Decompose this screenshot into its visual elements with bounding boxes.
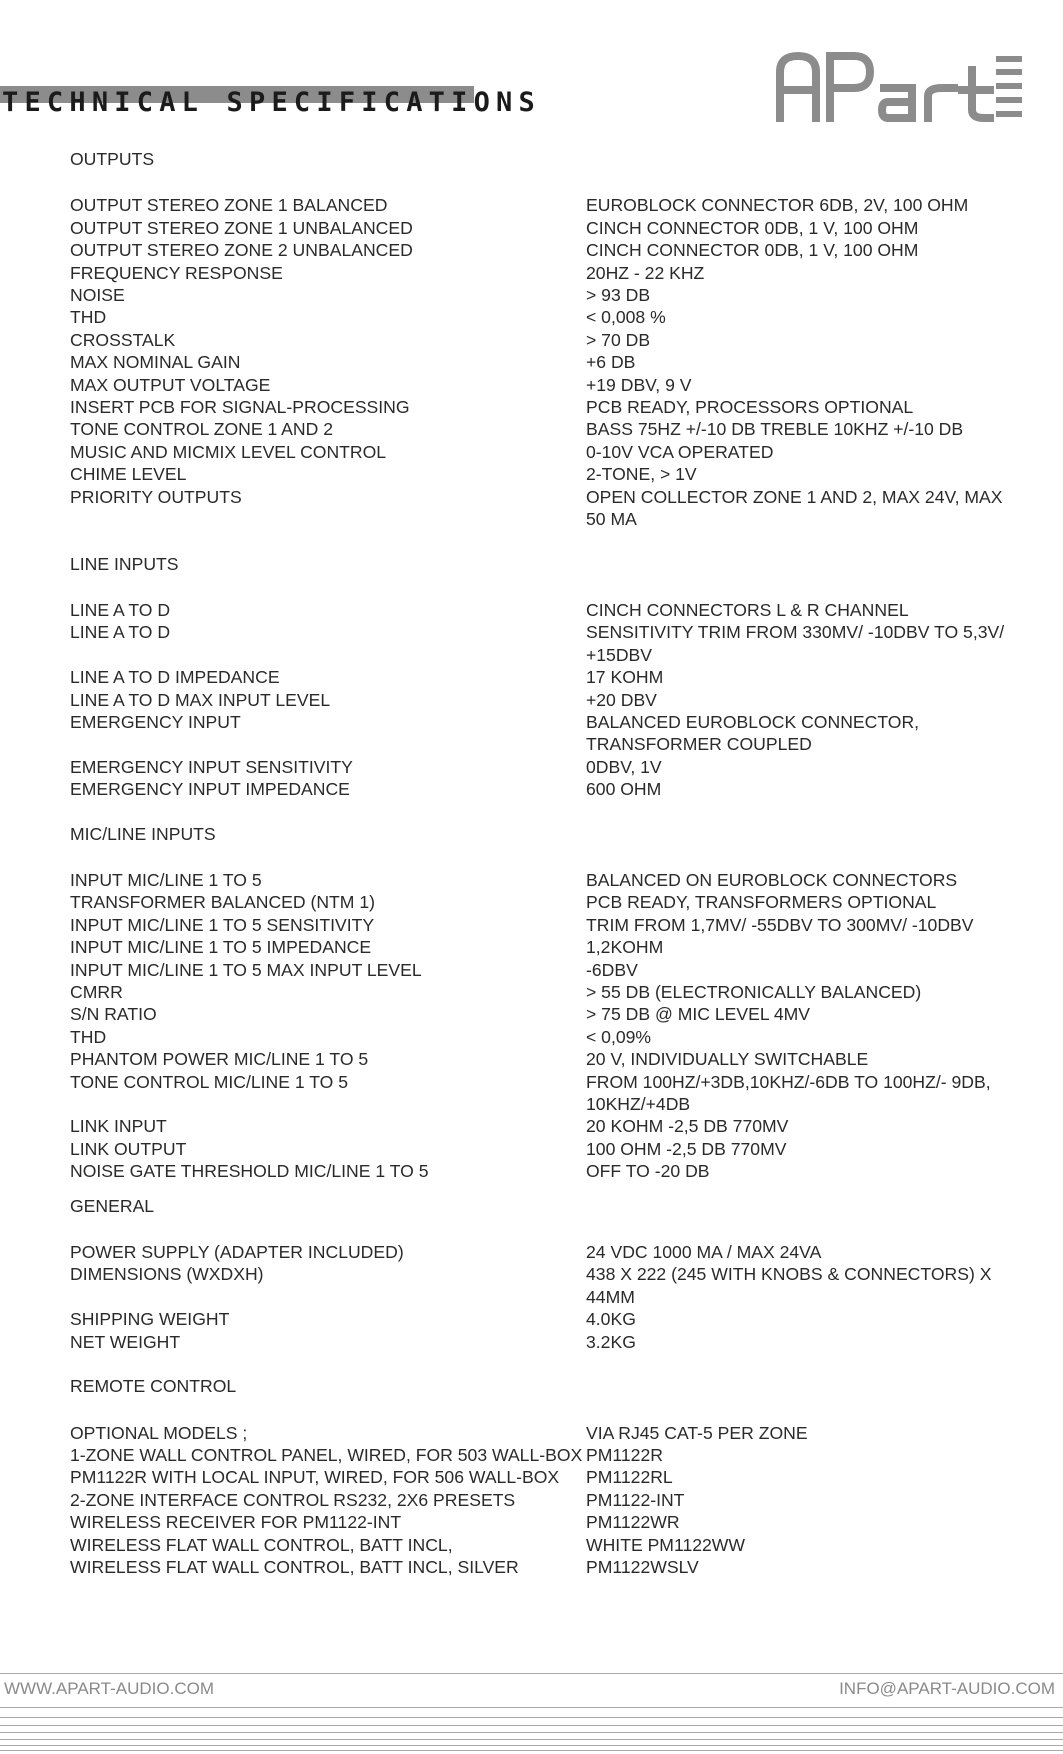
spec-row <box>68 959 1028 981</box>
spec-label: CROSSTALK <box>70 329 176 350</box>
spec-value: OFF TO -20 DB <box>586 1161 710 1182</box>
spec-label: CHIME LEVEL <box>70 464 187 485</box>
spec-row <box>68 869 1028 891</box>
spec-row <box>68 891 1028 913</box>
section-title: MIC/LINE INPUTS <box>70 823 216 844</box>
spec-label: WIRELESS RECEIVER FOR PM1122-INT <box>70 1512 402 1533</box>
spec-value: EUROBLOCK CONNECTOR 6DB, 2V, 100 OHM <box>586 195 969 216</box>
spec-table <box>68 869 1028 1183</box>
spec-label: TONE CONTROL MIC/LINE 1 TO 5 <box>70 1071 348 1092</box>
spec-row <box>68 1115 1028 1137</box>
spec-value: 100 OHM -2,5 DB 770MV <box>586 1138 787 1159</box>
spec-value: < 0,008 % <box>586 307 666 328</box>
section-line-inputs <box>68 553 1028 801</box>
section-title: LINE INPUTS <box>70 553 179 574</box>
spec-row <box>68 284 1028 306</box>
spec-row <box>68 1241 1028 1263</box>
spec-value: +6 DB <box>586 352 636 373</box>
spec-row <box>68 1048 1028 1070</box>
spec-value: PM1122WR <box>586 1512 680 1533</box>
spec-row <box>68 351 1028 373</box>
spec-row <box>68 914 1028 936</box>
spec-value: SENSITIVITY TRIM FROM 330MV/ -10DBV TO 5,3V/ +15DBV <box>586 622 1005 665</box>
spec-value: 24 VDC 1000 MA / MAX 24VA <box>586 1242 822 1263</box>
spec-value: PM1122R <box>586 1444 663 1465</box>
spec-value: 20 V, INDIVIDUALLY SWITCHABLE <box>586 1049 869 1070</box>
spec-value: OPEN COLLECTOR ZONE 1 AND 2, MAX 24V, MAX 50 MA <box>586 486 1003 530</box>
spec-row <box>68 441 1028 463</box>
spec-row <box>68 689 1028 711</box>
spec-label: OUTPUT STEREO ZONE 2 UNBALANCED <box>70 240 413 261</box>
spec-row <box>68 217 1028 239</box>
spec-label: DIMENSIONS (WXDXH) <box>70 1264 264 1285</box>
spec-label: SHIPPING WEIGHT <box>70 1309 230 1330</box>
page-footer <box>0 1669 1063 1754</box>
spec-value: CINCH CONNECTORS L & R CHANNEL <box>586 599 909 620</box>
spec-row <box>68 936 1028 958</box>
spec-label: INSERT PCB FOR SIGNAL-PROCESSING <box>70 397 410 418</box>
spec-label: EMERGENCY INPUT SENSITIVITY <box>70 756 353 777</box>
spec-label: 1-ZONE WALL CONTROL PANEL, WIRED, FOR 503 WALL-BOX <box>70 1444 583 1465</box>
spec-label: 2-ZONE INTERFACE CONTROL RS232, 2X6 PRESETS <box>70 1489 516 1510</box>
section-mic-line-inputs <box>68 823 1028 1183</box>
spec-label: INPUT MIC/LINE 1 TO 5 <box>70 869 262 890</box>
spec-label: MAX NOMINAL GAIN <box>70 352 241 373</box>
spec-value: WHITE PM1122WW <box>586 1534 746 1555</box>
spec-label: OPTIONAL MODELS ; <box>70 1422 248 1443</box>
spec-label: POWER SUPPLY (ADAPTER INCLUDED) <box>70 1242 404 1263</box>
spec-value: PM1122RL <box>586 1467 673 1488</box>
spec-label: NOISE GATE THRESHOLD MIC/LINE 1 TO 5 <box>70 1161 429 1182</box>
spec-value: 600 OHM <box>586 779 662 800</box>
spec-row <box>68 981 1028 1003</box>
spec-label: TRANSFORMER BALANCED (NTM 1) <box>70 892 375 913</box>
spec-value: TRIM FROM 1,7MV/ -55DBV TO 300MV/ -10DBV <box>586 914 974 935</box>
spec-row <box>68 756 1028 778</box>
spec-value: VIA RJ45 CAT-5 PER ZONE <box>586 1422 808 1443</box>
spec-row <box>68 418 1028 440</box>
spec-value: 3.2KG <box>586 1331 636 1352</box>
spec-label: INPUT MIC/LINE 1 TO 5 SENSITIVITY <box>70 914 375 935</box>
section-outputs <box>68 148 1028 531</box>
spec-value: > 93 DB <box>586 285 651 306</box>
spec-label: NET WEIGHT <box>70 1331 181 1352</box>
spec-value: FROM 100HZ/+3DB,10KHZ/-6DB TO 100HZ/- 9DB, 10KHZ/+4DB <box>586 1071 991 1115</box>
spec-value: 2-TONE, > 1V <box>586 464 697 485</box>
spec-label: LINK OUTPUT <box>70 1138 187 1159</box>
spec-value: BASS 75HZ +/-10 DB TREBLE 10KHZ +/-10 DB <box>586 419 964 440</box>
spec-label: TONE CONTROL ZONE 1 AND 2 <box>70 419 333 440</box>
spec-value: CINCH CONNECTOR 0DB, 1 V, 100 OHM <box>586 240 919 261</box>
spec-value: > 75 DB @ MIC LEVEL 4MV <box>586 1004 811 1025</box>
page-title: TECHNICAL SPECIFICATIONS <box>2 87 541 118</box>
spec-label: FREQUENCY RESPONSE <box>70 262 283 283</box>
spec-row <box>68 1511 1028 1533</box>
spec-row <box>68 1003 1028 1025</box>
spec-label: LINE A TO D IMPEDANCE <box>70 667 280 688</box>
spec-row <box>68 1466 1028 1488</box>
spec-label: EMERGENCY INPUT IMPEDANCE <box>70 779 350 800</box>
spec-value: 0-10V VCA OPERATED <box>586 441 774 462</box>
spec-value: 20HZ - 22 KHZ <box>586 262 705 283</box>
spec-row <box>68 1071 1028 1116</box>
spec-row <box>68 711 1028 756</box>
spec-value: PM1122-INT <box>586 1489 685 1510</box>
spec-row <box>68 1556 1028 1578</box>
spec-value: < 0,09% <box>586 1026 652 1047</box>
spec-row <box>68 329 1028 351</box>
spec-label: OUTPUT STEREO ZONE 1 BALANCED <box>70 195 388 216</box>
spec-label: PHANTOM POWER MIC/LINE 1 TO 5 <box>70 1049 369 1070</box>
spec-row <box>68 599 1028 621</box>
spec-label: WIRELESS FLAT WALL CONTROL, BATT INCL, SILVER <box>70 1556 519 1577</box>
section-remote-control <box>68 1375 1028 1578</box>
spec-row <box>68 1422 1028 1444</box>
spec-label: LINK INPUT <box>70 1116 167 1137</box>
spec-row <box>68 1026 1028 1048</box>
spec-row <box>68 1308 1028 1330</box>
spec-row <box>68 1138 1028 1160</box>
spec-row <box>68 778 1028 800</box>
section-general <box>68 1195 1028 1353</box>
spec-row <box>68 374 1028 396</box>
spec-row <box>68 1534 1028 1556</box>
spec-row <box>68 239 1028 261</box>
section-title: REMOTE CONTROL <box>70 1376 237 1397</box>
spec-row <box>68 396 1028 418</box>
spec-label: S/N RATIO <box>70 1004 157 1025</box>
spec-value: PM1122WSLV <box>586 1556 699 1577</box>
spec-value: > 70 DB <box>586 329 651 350</box>
section-title: GENERAL <box>70 1195 155 1216</box>
spec-value: +19 DBV, 9 V <box>586 374 692 395</box>
spec-label: MUSIC AND MICMIX LEVEL CONTROL <box>70 441 387 462</box>
spec-value: BALANCED EUROBLOCK CONNECTOR, TRANSFORMER COUPLED <box>586 711 920 755</box>
spec-label: EMERGENCY INPUT <box>70 711 241 732</box>
spec-value: 17 KOHM <box>586 667 664 688</box>
spec-row <box>68 1331 1028 1353</box>
spec-value: 20 KOHM -2,5 DB 770MV <box>586 1116 789 1137</box>
spec-value: +20 DBV <box>586 689 657 710</box>
spec-label: PRIORITY OUTPUTS <box>70 486 242 507</box>
spec-label: INPUT MIC/LINE 1 TO 5 IMPEDANCE <box>70 937 372 958</box>
spec-label: OUTPUT STEREO ZONE 1 UNBALANCED <box>70 217 413 238</box>
spec-value: PCB READY, TRANSFORMERS OPTIONAL <box>586 892 937 913</box>
spec-row <box>68 1263 1028 1308</box>
spec-value: > 55 DB (ELECTRONICALLY BALANCED) <box>586 982 922 1002</box>
spec-label: LINE A TO D MAX INPUT LEVEL <box>70 689 331 710</box>
spec-label: CMRR <box>70 982 123 1002</box>
spec-row <box>68 621 1028 666</box>
spec-value: 0DBV, 1V <box>586 756 662 777</box>
apart-logo <box>776 52 1024 122</box>
spec-row <box>68 463 1028 485</box>
email-link[interactable]: INFO@APART-AUDIO.COM <box>839 1679 1055 1698</box>
spec-label: WIRELESS FLAT WALL CONTROL, BATT INCL, <box>70 1534 453 1555</box>
spec-row <box>68 262 1028 284</box>
spec-value: BALANCED ON EUROBLOCK CONNECTORS <box>586 869 958 890</box>
spec-label: LINE A TO D <box>70 622 171 643</box>
spec-row <box>68 666 1028 688</box>
spec-label: LINE A TO D <box>70 599 171 620</box>
website-link[interactable]: WWW.APART-AUDIO.COM <box>4 1679 214 1698</box>
spec-label: PM1122R WITH LOCAL INPUT, WIRED, FOR 506 WALL-BOX <box>70 1467 560 1488</box>
spec-value: 4.0KG <box>586 1309 636 1330</box>
spec-row <box>68 306 1028 328</box>
spec-value: -6DBV <box>586 959 638 980</box>
spec-table <box>68 599 1028 801</box>
spec-label: MAX OUTPUT VOLTAGE <box>70 374 271 395</box>
spec-label: INPUT MIC/LINE 1 TO 5 MAX INPUT LEVEL <box>70 959 422 980</box>
spec-row <box>68 1444 1028 1466</box>
spec-table <box>68 1422 1028 1579</box>
spec-row <box>68 486 1028 531</box>
spec-label: THD <box>70 307 107 328</box>
spec-row <box>68 1160 1028 1182</box>
spec-value: CINCH CONNECTOR 0DB, 1 V, 100 OHM <box>586 217 919 238</box>
spec-value: 1,2KOHM <box>586 937 664 958</box>
spec-label: NOISE <box>70 285 125 306</box>
spec-table <box>68 1241 1028 1353</box>
spec-table <box>68 194 1028 530</box>
spec-row <box>68 194 1028 216</box>
spec-content <box>68 148 1028 1578</box>
spec-value: PCB READY, PROCESSORS OPTIONAL <box>586 397 914 418</box>
spec-label: THD <box>70 1026 107 1047</box>
section-title: OUTPUTS <box>70 149 155 169</box>
spec-row <box>68 1489 1028 1511</box>
spec-value: 438 X 222 (245 WITH KNOBS & CONNECTORS) X 44MM <box>586 1264 992 1307</box>
